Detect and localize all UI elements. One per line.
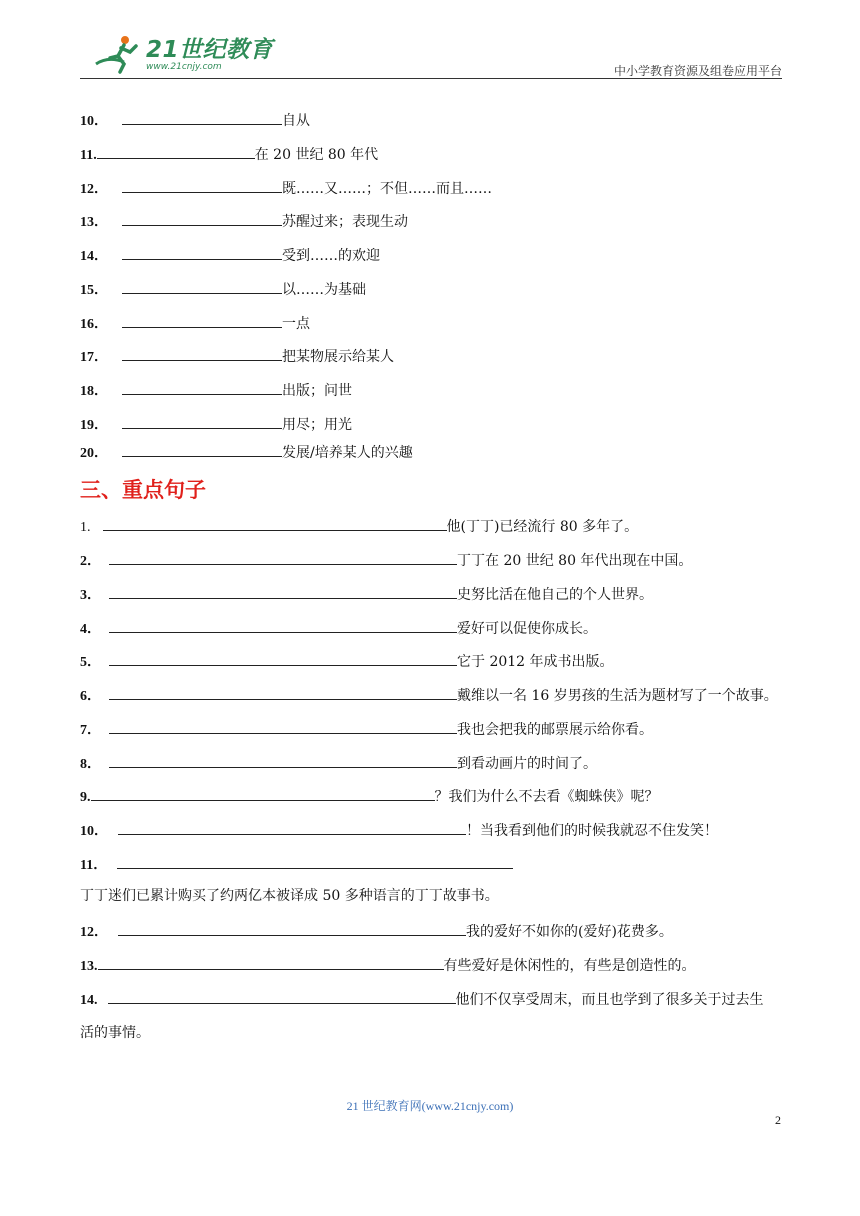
item-number: 16． (80, 317, 108, 332)
answer-blank[interactable] (109, 551, 457, 565)
sentence-row (80, 821, 718, 841)
answer-blank[interactable] (118, 922, 466, 936)
item-number: 11． (80, 858, 108, 873)
item-number: 14． (80, 249, 108, 264)
answer-blank[interactable] (122, 280, 282, 294)
phrase-meaning: 出版；问世 (282, 383, 352, 399)
footer-link[interactable]: 21 世纪教育网(www.21cnjy.com) (346, 1099, 514, 1113)
answer-blank[interactable] (122, 246, 282, 260)
item-number: 13． (80, 215, 108, 230)
answer-blank[interactable] (117, 855, 513, 869)
answer-blank[interactable] (109, 619, 457, 633)
phrase-meaning: 自从 (282, 113, 310, 129)
platform-name: 中小学教育资源及组卷应用平台 (613, 64, 782, 78)
logo-url: www.21cnjy.com (146, 62, 222, 72)
phrase-row (80, 280, 366, 300)
sentence-row (80, 551, 692, 571)
sentence-translation: 丁丁在 20 世纪 80 年代出现在中国。 (457, 553, 693, 569)
sentence-translation: 戴维以一名 16 岁男孩的生活为题材写了一个故事。 (457, 688, 778, 704)
sentence-row (80, 787, 659, 807)
logo-text (146, 38, 273, 72)
site-logo[interactable] (94, 34, 273, 76)
answer-blank[interactable] (91, 787, 435, 801)
sentence-translation: 它于 2012 年成书出版。 (457, 654, 614, 670)
item-number: 20． (80, 446, 108, 461)
sentence-continuation (80, 1024, 150, 1042)
sentence-translation: 到看动画片的时间了。 (457, 756, 597, 772)
item-number: 18． (80, 384, 108, 399)
item-number: 1. (80, 520, 91, 535)
logo-title: 21世纪教育 (146, 37, 274, 63)
sentence-row (80, 517, 638, 537)
sentence-row (80, 619, 597, 639)
item-number: 8． (80, 757, 101, 772)
sentence-translation: 活的事情。 (80, 1025, 150, 1041)
item-number: 3． (80, 588, 101, 603)
phrase-row (80, 443, 413, 463)
item-number: 19． (80, 418, 108, 433)
item-number: 17． (80, 350, 108, 365)
phrase-meaning: 在 20 世纪 80 年代 (254, 147, 379, 163)
page-number: 2 (775, 1113, 781, 1127)
sentence-translation: 他们不仅享受周末，而且也学到了很多关于过去生 (455, 992, 764, 1008)
answer-blank[interactable] (118, 821, 466, 835)
sentence-row (80, 652, 614, 672)
answer-blank[interactable] (122, 381, 282, 395)
sentence-translation: 丁丁迷们已累计购买了约两亿本被译成 50 多种语言的丁丁故事书。 (80, 888, 499, 904)
phrase-meaning: 受到……的欢迎 (282, 248, 380, 264)
answer-blank[interactable] (122, 415, 282, 429)
phrase-row (80, 145, 378, 165)
sentence-translation: 我的爱好不如你的(爱好)花费多。 (466, 924, 673, 940)
section-title: 三、重点句子 (80, 478, 206, 502)
phrase-row (80, 179, 492, 199)
item-number: 13. (80, 959, 98, 974)
answer-blank[interactable] (122, 347, 282, 361)
item-number: 10． (80, 114, 108, 129)
item-number: 2． (80, 554, 101, 569)
running-man-logo-icon (94, 34, 144, 76)
phrase-meaning: 用尽；用光 (282, 417, 352, 433)
sentence-row (80, 686, 778, 706)
phrase-row (80, 212, 408, 232)
phrase-row (80, 347, 394, 367)
sentence-row (80, 754, 597, 774)
sentence-translation: 我也会把我的邮票展示给你看。 (457, 722, 653, 738)
answer-blank[interactable] (122, 314, 282, 328)
phrase-meaning: 一点 (282, 316, 310, 332)
item-number: 5． (80, 655, 101, 670)
sentence-row (80, 855, 513, 875)
sentence-translation: 爱好可以促使你成长。 (457, 621, 597, 637)
sentence-row (80, 956, 696, 976)
answer-blank[interactable] (109, 585, 457, 599)
answer-blank[interactable] (122, 212, 282, 226)
sentence-row (80, 585, 653, 605)
phrase-row (80, 415, 352, 435)
phrase-row (80, 111, 310, 131)
answer-blank[interactable] (122, 443, 282, 457)
answer-blank[interactable] (122, 111, 282, 125)
answer-blank[interactable] (109, 720, 457, 734)
item-number: 10． (80, 824, 108, 839)
phrase-meaning: 既……又……；不但……而且…… (282, 181, 492, 197)
item-number: 11. (80, 148, 97, 163)
item-number: 15． (80, 283, 108, 298)
item-number: 12． (80, 925, 108, 940)
phrase-meaning: 把某物展示给某人 (282, 349, 394, 365)
sentence-row (80, 990, 764, 1010)
answer-blank[interactable] (103, 517, 447, 531)
phrase-meaning: 苏醒过来；表现生动 (282, 214, 408, 230)
phrase-row (80, 246, 380, 266)
phrase-meaning: 发展/培养某人的兴趣 (282, 445, 413, 461)
sentence-continuation (80, 887, 499, 905)
answer-blank[interactable] (109, 686, 457, 700)
item-number: 6． (80, 689, 101, 704)
sentence-translation: 有些爱好是休闲性的，有些是创造性的。 (443, 958, 696, 974)
answer-blank[interactable] (108, 990, 456, 1004)
phrase-row (80, 381, 352, 401)
page-header (80, 30, 782, 78)
phrase-row (80, 314, 310, 334)
sentence-translation: 他(丁丁)已经流行 80 多年了。 (446, 519, 639, 535)
item-number: 9. (80, 790, 91, 805)
sentence-translation: 史努比活在他自己的个人世界。 (457, 587, 653, 603)
answer-blank[interactable] (122, 179, 282, 193)
answer-blank[interactable] (109, 652, 457, 666)
item-number: 7． (80, 723, 101, 738)
phrase-meaning: 以……为基础 (282, 282, 366, 298)
item-number: 12． (80, 182, 108, 197)
item-number: 14. (80, 993, 98, 1008)
answer-blank[interactable] (109, 754, 457, 768)
sentence-row (80, 720, 653, 740)
sentence-row (80, 922, 673, 942)
answer-blank[interactable] (97, 145, 255, 159)
answer-blank[interactable] (98, 956, 444, 970)
item-number: 4． (80, 622, 101, 637)
sentence-translation: ！当我看到他们的时候我就忍不住发笑！ (466, 823, 718, 839)
header-divider (80, 78, 782, 79)
sentence-translation: ？我们为什么不去看《蜘蛛侠》呢？ (434, 789, 659, 805)
